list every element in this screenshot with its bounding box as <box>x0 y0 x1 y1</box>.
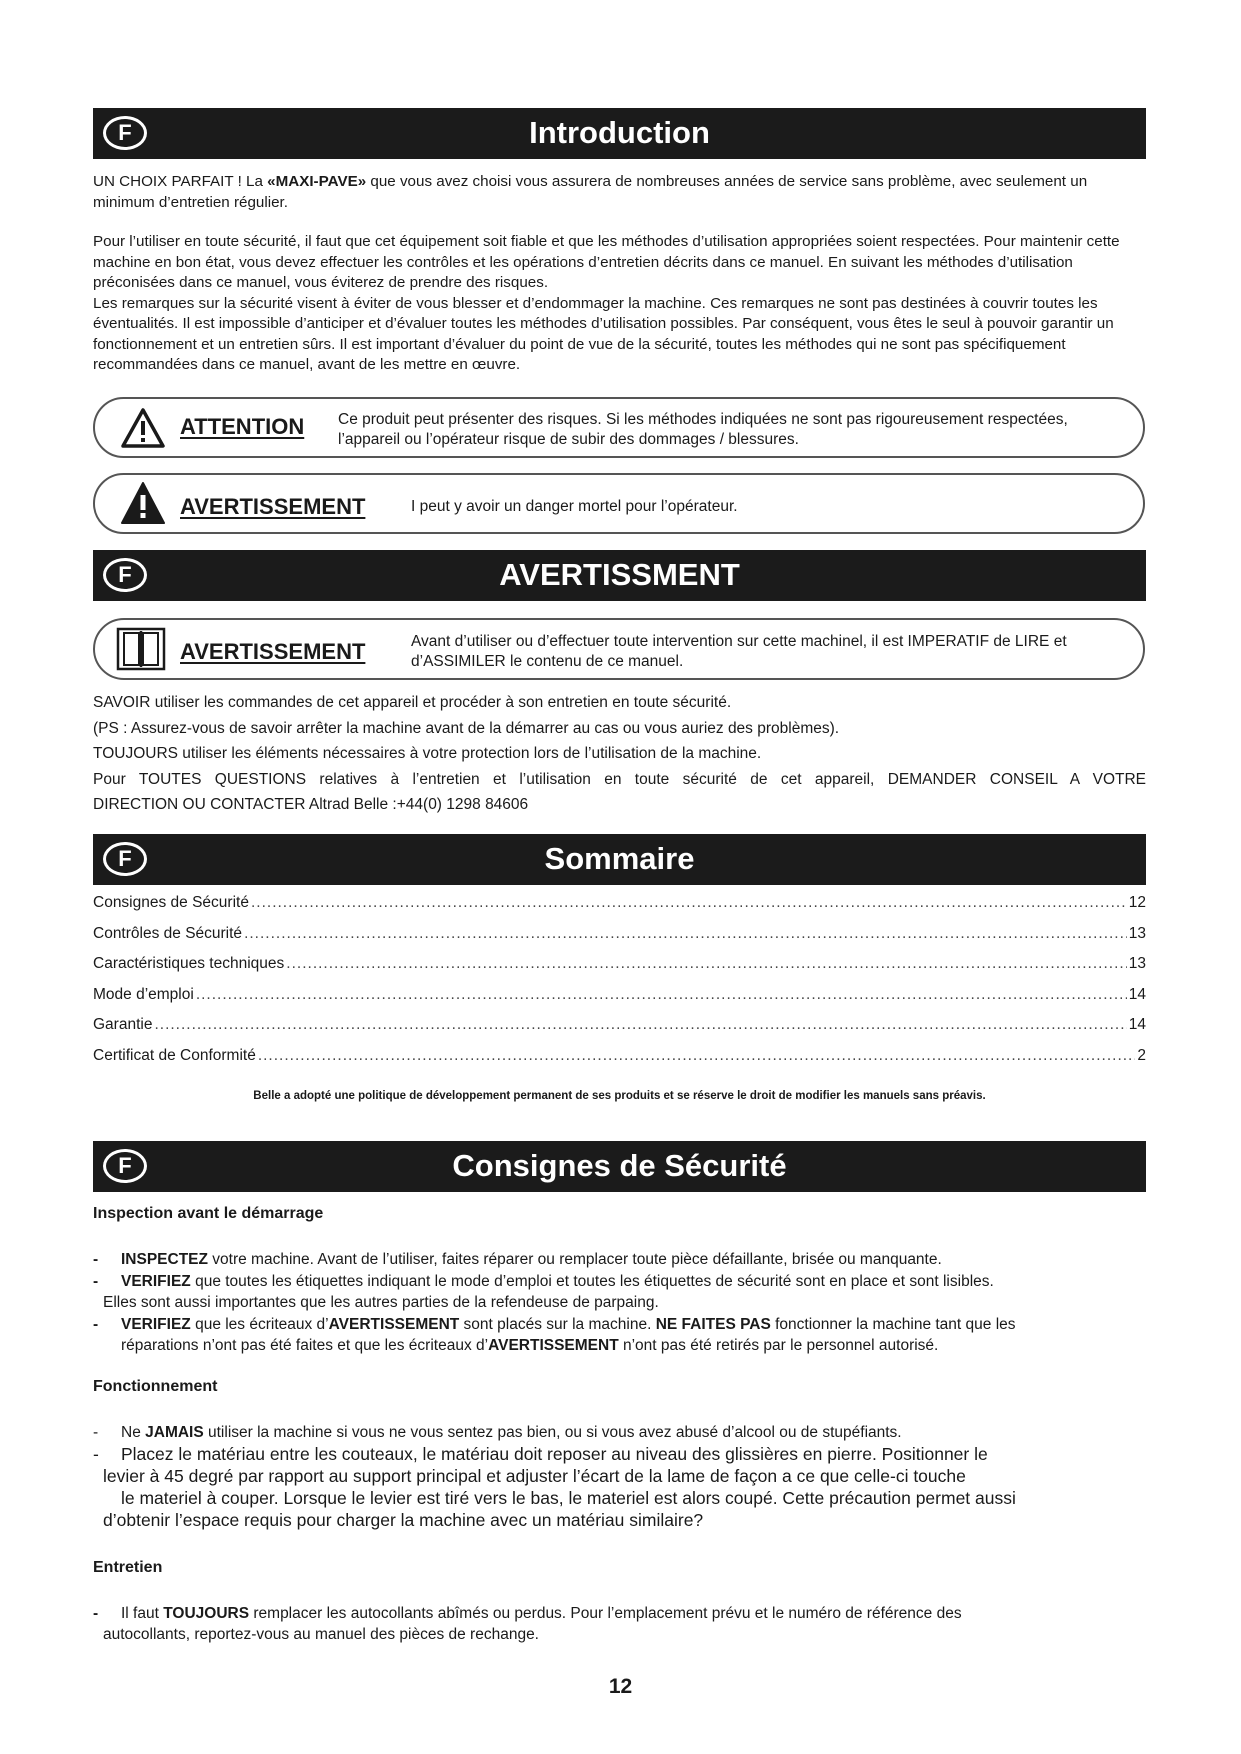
section-title: AVERTISSMENT <box>499 557 740 592</box>
intro-paragraph-1: UN CHOIX PARFAIT ! La «MAXI-PAVE» que vous avez choisi vous assurera de nombreuses années de service sans problème, avec seulement un minimum d’entretien régulier. <box>93 173 1088 211</box>
toc-leader <box>244 925 1127 943</box>
inspection-bullet-2: - VERIFIEZ que toutes les étiquettes indiquant le mode d’emploi et toutes les étiquettes de sécurité sont en place et sont lisibles. Elles sont aussi importantes que les autres parties de la refendeuse de parpaing. <box>93 1273 994 1311</box>
warning-line: TOUJOURS utiliser les éléments nécessaires à votre protection lors de l’utilisation de la machine. <box>93 745 762 762</box>
warning-instructions <box>93 690 1146 818</box>
language-badge-icon: F <box>103 1149 147 1183</box>
attention-callout <box>93 397 1145 458</box>
warning-line: Pour TOUTES QUESTIONS relatives à l’entretien et l’utilisation en toute sécurité de cet appareil, DEMANDER CONSEIL A VOTRE <box>93 770 1146 788</box>
section-title: Consignes de Sécurité <box>452 1148 787 1183</box>
table-of-contents <box>93 894 1146 1077</box>
toc-leader <box>251 894 1127 912</box>
page-number: 12 <box>608 1675 633 1698</box>
intro-paragraph-3: Les remarques sur la sécurité visent à éviter de vous blesser et d’endommager la machine. Ces remarques ne sont pas destinées à couvrir toutes les éventualités. Il est impossible d’anticiper et d’évaluer toutes les méthodes d’utilisation possibles. Par conséquent, vous êtes le seul à pouvoir garantir un fonctionnement et un entretien sûrs. Il est important d’évaluer du point de vue de la sécurité, toutes les méthodes qui ne sont pas spécifiquement recommandées dans ce manuel, avant de les mettre en œuvre. <box>93 294 1114 373</box>
manual-label: AVERTISSEMENT <box>180 639 366 664</box>
toc-page: 2 <box>1137 1046 1146 1064</box>
toc-label: Caractéristiques techniques <box>93 955 285 972</box>
toc-leader <box>196 986 1127 1004</box>
toc-label: Garantie <box>93 1016 153 1033</box>
section-header-safety <box>93 1141 1146 1192</box>
section-header-introduction <box>93 108 1146 159</box>
maintenance-heading: Entretien <box>93 1559 163 1576</box>
warning-line: DIRECTION OU CONTACTER Altrad Belle :+44(0) 1298 84606 <box>93 796 529 813</box>
toc-page: 14 <box>1128 985 1146 1003</box>
toc-label: Consignes de Sécurité <box>93 894 249 911</box>
caution-triangle-icon <box>120 407 166 449</box>
warning-triangle-icon <box>120 481 166 525</box>
toc-leader <box>258 1047 1136 1065</box>
toc-entry[interactable] <box>93 1016 1146 1047</box>
inspection-bullet-3: - VERIFIEZ que les écriteaux d’AVERTISSEMENT sont placés sur la machine. NE FAITES PAS fonctionner la machine tant que les réparations n’ont pas été faites et que les écriteaux d’AVERTISSEMENT n’ont pas été retirés par le personnel autorisé. <box>93 1316 1016 1354</box>
toc-entry[interactable] <box>93 894 1146 925</box>
toc-entry[interactable] <box>93 1047 1146 1078</box>
toc-page: 12 <box>1128 894 1146 911</box>
language-badge-icon: F <box>103 842 147 876</box>
operation-heading: Fonctionnement <box>93 1378 218 1395</box>
warning-line: SAVOIR utiliser les commandes de cet appareil et procéder à son entretien en toute sécurité. <box>93 694 732 711</box>
section-title: Introduction <box>529 115 710 150</box>
toc-page: 14 <box>1128 1016 1146 1033</box>
maintenance-bullet-1: - Il faut TOUJOURS remplacer les autocollants abîmés ou perdus. Pour l’emplacement prévu et le numéro de référence des autocollants, reportez-vous au manuel des pièces de rechange. <box>93 1605 962 1643</box>
operation-bullet-2: - Placez le matériau entre les couteaux, le matériau doit reposer au niveau des glissières en pierre. Positionner le levier à 45 degré par rapport au support principal et adjuster l’écart de la lame de façon a ce que celle-ci touche le materiel à couper. Lorsque le levier est tiré vers le bas, le materiel est alors coupé. Cette précaution permet aussi d’obtenir l’espace requis pour charger la machine avec un matériau similaire? <box>93 1444 1016 1530</box>
operation-bullet-1: - Ne JAMAIS utiliser la machine si vous ne vous sentez pas bien, ou si vous avez abusé d’alcool ou de stupéfiants. <box>93 1424 902 1441</box>
attention-label: ATTENTION <box>180 414 305 439</box>
inspection-bullet-1: - INSPECTEZ votre machine. Avant de l’utiliser, faites réparer ou remplacer toute pièce défaillante, brisée ou manquante. <box>93 1251 942 1268</box>
read-manual-callout <box>93 618 1145 680</box>
warning-line: (PS : Assurez-vous de savoir arrêter la machine avant de la démarrer au cas ou vous auriez des problèmes). <box>93 719 840 737</box>
section-header-warning <box>93 550 1146 601</box>
section-header-summary <box>93 834 1146 885</box>
toc-leader <box>154 1016 1126 1034</box>
toc-page: 13 <box>1128 924 1146 942</box>
danger-text: I peut y avoir un danger mortel pour l’opérateur. <box>411 498 738 515</box>
toc-entry[interactable] <box>93 925 1146 956</box>
manual-text: Avant d’utiliser ou d’effectuer toute intervention sur cette machinel, il est IMPERATIF de LIRE et d’ASSIMILER le contenu de ce manuel. <box>411 633 1067 670</box>
intro-text <box>93 172 1146 376</box>
section-title: Sommaire <box>544 841 695 876</box>
language-badge-icon: F <box>103 558 147 592</box>
toc-entry[interactable] <box>93 955 1146 986</box>
intro-paragraph-2: Pour l’utiliser en toute sécurité, il faut que cet équipement soit fiable et que les méthodes d’utilisation appropriées soient respectées. Pour maintenir cette machine en bon état, vous devez effectuer les contrôles et les opérations d’entretien décrits dans ce manuel. En suivant les méthodes d’utilisation préconisées dans ce manuel, vous éviterez de prendre des risques. <box>93 233 1120 291</box>
toc-leader <box>286 955 1126 973</box>
danger-label: AVERTISSEMENT <box>180 494 366 519</box>
language-badge-icon: F <box>103 116 147 150</box>
inspection-heading: Inspection avant le démarrage <box>93 1205 324 1222</box>
toc-label: Mode d’emploi <box>93 985 194 1003</box>
manual-book-icon <box>115 626 167 672</box>
toc-label: Certificat de Conformité <box>93 1046 256 1064</box>
toc-label: Contrôles de Sécurité <box>93 924 243 942</box>
policy-note: Belle a adopté une politique de développement permanent de ses produits et se réserve le droit de modifier les manuels sans préavis. <box>253 1090 986 1102</box>
toc-entry[interactable] <box>93 986 1146 1017</box>
toc-page: 13 <box>1128 955 1146 972</box>
danger-callout <box>93 473 1145 534</box>
attention-text: Ce produit peut présenter des risques. Si les méthodes indiquées ne sont pas rigoureusement respectées, l’appareil ou l’opérateur risque de subir des dommages / blessures. <box>338 411 1068 448</box>
